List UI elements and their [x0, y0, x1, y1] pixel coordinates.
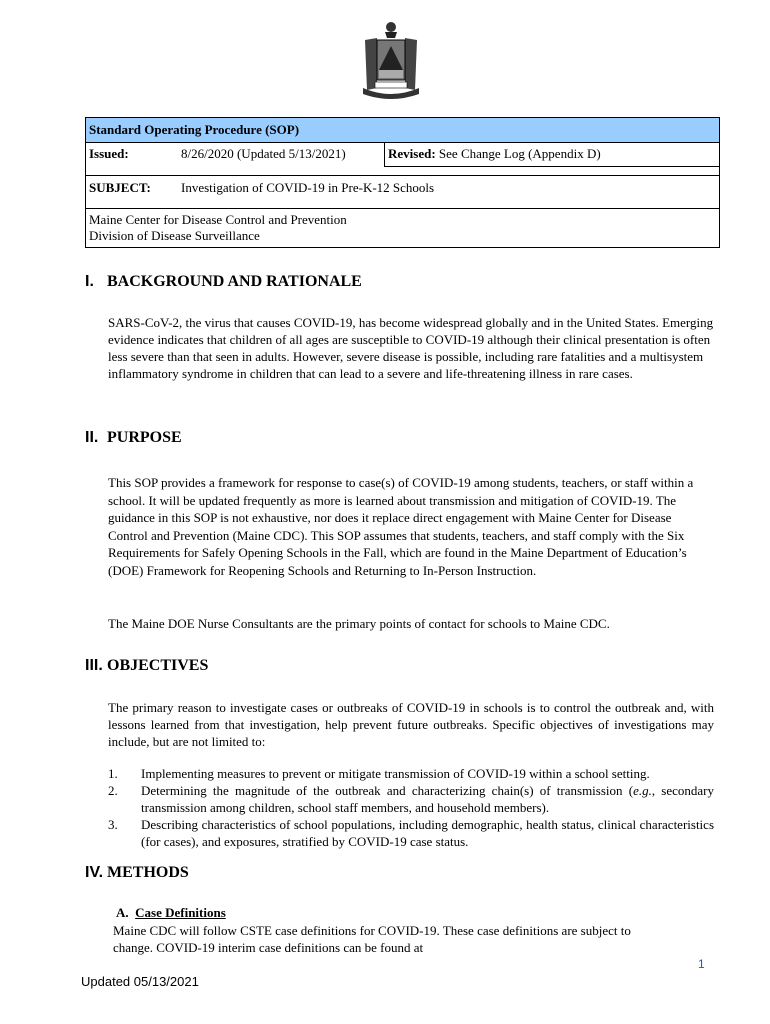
section-number: II. — [85, 429, 99, 446]
footer-updated: Updated 05/13/2021 — [81, 974, 199, 989]
list-item-text-part: , secondary transmission among children, school staff members, and household members). — [141, 783, 714, 815]
section-title: METHODS — [107, 864, 189, 881]
case-definitions-paragraph: Maine CDC will follow CSTE case definitions for COVID-19. These case definitions are subject to change. COVID-19 interim case definitions can be found at — [113, 923, 631, 955]
revised-label: Revised: — [388, 146, 436, 161]
subsection-title: Case Definitions — [135, 905, 226, 920]
maine-state-seal-icon — [355, 18, 427, 100]
purpose-paragraph-2: The Maine DOE Nurse Consultants are the primary points of contact for schools to Maine CDC. — [108, 616, 610, 631]
list-item — [108, 765, 714, 782]
revised-cell — [384, 143, 719, 167]
list-item-number: 2. — [108, 783, 118, 798]
issued-value: 8/26/2020 (Updated 5/13/2021) — [181, 146, 346, 161]
subject-label: SUBJECT: — [89, 180, 151, 195]
subject-row — [86, 175, 719, 208]
org-line-1: Maine Center for Disease Control and Prevention — [89, 212, 347, 227]
list-item-text-part: Determining the magnitude of the outbreak and characterizing chain(s) of transmission ( — [141, 783, 634, 798]
purpose-paragraph-1: This SOP provides a framework for response to case(s) of COVID-19 among students, teachers, or staff within a school. It will be updated frequently as more is learned about transmission and mitigation of COVID-19. The guidance in this SOP is not exhaustive, nor does it replace direct engagement with Maine Center for Disease Control and Prevention (Maine CDC). This SOP assumes that students, teachers, and staff comply with the Six Requirements for Safely Opening Schools in the Fall, which are found in the Maine Department of Education’s (DOE) Framework for Reopening Schools and Returning to In-Person Instruction. — [108, 475, 694, 578]
objectives-list — [108, 765, 714, 850]
list-item-number: 3. — [108, 817, 118, 832]
list-item-number: 1. — [108, 766, 118, 781]
org-row — [86, 208, 719, 247]
subject-value: Investigation of COVID-19 in Pre-K-12 Schools — [181, 180, 435, 195]
list-item-text — [141, 782, 714, 816]
list-item-text-emphasis: e.g. — [633, 783, 652, 798]
sop-header-table — [85, 117, 720, 248]
section-title: OBJECTIVES — [107, 657, 209, 674]
subsection-heading-case-definitions — [116, 905, 226, 921]
section-title: BACKGROUND AND RATIONALE — [107, 273, 362, 290]
background-paragraph: SARS-CoV-2, the virus that causes COVID-19, has become widespread globally and in the United States. Emerging evidence indicates that children of all ages are susceptible to COVID-19 although their clinical presentation is often less severe than that seen in adults. However, severe disease is possible, including rare fatalities and a multisystem inflammatory syndrome in children that can lead to a severe and life-threatening illness in rare cases. — [108, 315, 714, 381]
org-line-2: Division of Disease Surveillance — [89, 228, 260, 243]
section-number: III. — [85, 657, 103, 674]
list-item-text: Implementing measures to prevent or mitigate transmission of COVID-19 within a school setting. — [141, 766, 650, 781]
sop-title: Standard Operating Procedure (SOP) — [86, 118, 719, 142]
objectives-intro: The primary reason to investigate cases or outbreaks of COVID-19 in schools is to control the outbreak and, with lessons learned from that investigation, help prevent future outbreaks. Specific objectives of investigations may include, but are not limited to: — [108, 700, 714, 749]
list-item — [108, 782, 714, 816]
section-heading-methods — [85, 864, 189, 882]
section-title: PURPOSE — [107, 429, 182, 446]
section-number: I. — [85, 273, 94, 290]
revised-value: See Change Log (Appendix D) — [435, 146, 601, 161]
list-item — [108, 816, 714, 850]
section-heading-objectives — [85, 657, 208, 675]
issued-row — [86, 142, 719, 175]
page-number: 1 — [698, 957, 705, 971]
section-number: IV. — [85, 864, 104, 881]
issued-label: Issued: — [89, 146, 129, 161]
section-heading-purpose — [85, 429, 182, 447]
subsection-letter: A. — [116, 905, 129, 920]
section-heading-background — [85, 273, 362, 291]
list-item-text: Describing characteristics of school populations, including demographic, health status, clinical characteristics (for cases), and exposures, stratified by COVID-19 case status. — [141, 817, 714, 849]
